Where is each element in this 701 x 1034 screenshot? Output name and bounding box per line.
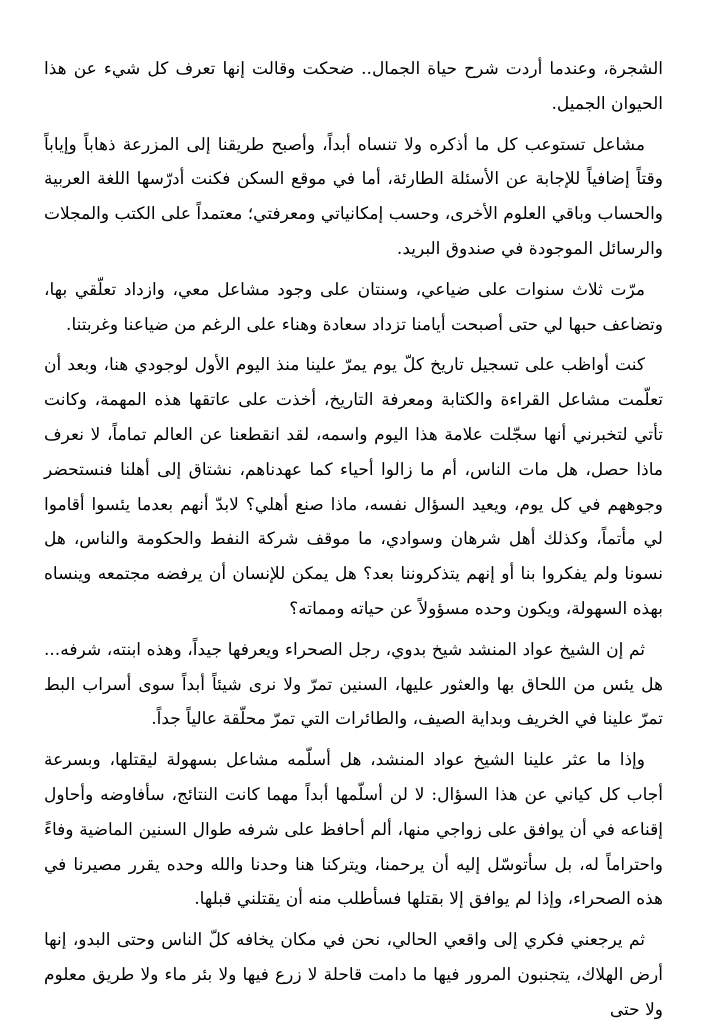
paragraph-3: مرّت ثلاث سنوات على ضياعي، وسنتان على وجود مشاعل معي، وازداد تعلّقي بها، وتضاعف حبها لي حتى أصبحت أيامنا تزداد سعادة وهناء على الرغم من ضياعنا وغربتنا. xyxy=(44,279,663,335)
paragraph-2: مشاعل تستوعب كل ما أذكره ولا تنساه أبداً، وأصبح طريقنا إلى المزرعة ذهاباً وإياباً وقتاً إضافياً للإجابة عن الأسئلة الطارئة، أما في موقع السكن فكنت أدرّسها اللغة العربية والحساب وباقي العلوم الأخرى، وحسب إمكانياتي ومعرفتي؛ معتمداً على الكتب والمجلات والرسائل الموجودة في صندوق البريد. xyxy=(44,134,663,259)
paragraph-5: ثم إن الشيخ عواد المنشد شيخ بدوي، رجل الصحراء ويعرفها جيداً، وهذه ابنته، شرفه... هل يئس من اللحاق بها والعثور عليها، السنين تمرّ ولا نرى شيئاً أبداً سوى أسراب البط تمرّ علينا في الخريف وبداية الصيف، والطائرات التي تمرّ محلّقة عالياً جداً. xyxy=(44,639,663,730)
document-page xyxy=(44,52,663,1034)
paragraph-7: ثم يرجعني فكري إلى واقعي الحالي، نحن في مكان يخافه كلّ الناس وحتى البدو، إنها أرض الهلاك، يتجنبون المرور فيها ما دامت قاحلة لا زرع فيها ولا بئر ماء ولا طريق معلوم ولا حتى xyxy=(44,930,663,1020)
paragraph-6: وإذا ما عثر علينا الشيخ عواد المنشد، هل أسلّمه مشاعل بسهولة ليقتلها، وبسرعة أجاب كل كياني عن هذا السؤال: لا لن أسلّمها أبداً مهما كانت النتائج، سأفاوضه وأحاول إقناعه في أن يوافق على زواجي منها، ألم أحافظ على شرفه طوال السنين الماضية وفاءً واحتراماً له، بل سأتوسّل إليه أن يرحمنا، ويتركنا هنا وحدنا والله وحده يقرر مصيرنا في هذه الصحراء، وإذا لم يوافق إلا بقتلها فسأطلب منه أن يقتلني قبلها. xyxy=(44,750,663,910)
paragraph-1: الشجرة، وعندما أردت شرح حياة الجمال.. ضحكت وقالت إنها تعرف كل شيء عن هذا الحيوان الجميل. xyxy=(44,59,663,114)
paragraph-4: كنت أواظب على تسجيل تاريخ كلّ يوم يمرّ علينا منذ اليوم الأول لوجودي هنا، وبعد أن تعلّمت مشاعل القراءة والكتابة ومعرفة التاريخ، أخذت على عاتقها هذه المهمة، وكانت تأتي لتخبرني أنها سجّلت علامة هذا اليوم واسمه، لقد انقطعنا عن العالم تماماً، لا نعرف ماذا حصل، هل مات الناس، أم ما زالوا أحياء كما عهدناهم، نشتاق إلى أهلنا فنستحضر وجوههم في كل يوم، ويعيد السؤال نفسه، ماذا صنع أهلي؟ لابدّ أنهم بعدما يئسوا أقاموا لي مأتماً، وكذلك أهل شرهان وسوادي، ما موقف شركة النفط والحكومة والناس، هل نسونا ولم يفكروا بنا أو إنهم يتذكروننا بعد؟ هل يمكن للإنسان أن يرفضه مجتمعه وينساه بهذه السهولة، ويكون وحده مسؤولاً عن حياته ومماته؟ xyxy=(44,355,663,619)
